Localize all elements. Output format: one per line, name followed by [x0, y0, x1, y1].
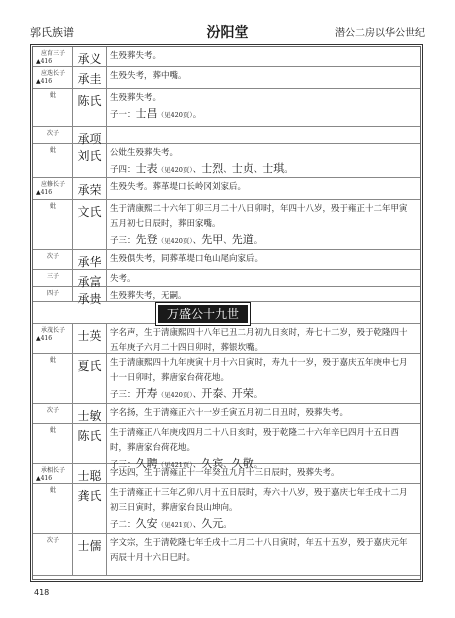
- person-name: 承义: [73, 47, 107, 66]
- relation-label: 妣: [49, 203, 56, 210]
- genealogy-row: [33, 89, 420, 127]
- genealogy-row: [33, 424, 420, 470]
- child-page-ref: （见420页）: [157, 166, 193, 174]
- children-tail: 。: [253, 460, 263, 470]
- child-name: 久宾: [201, 457, 224, 470]
- person-name: 承圭: [73, 67, 107, 88]
- branch-title: 潜公二房以华公世纪: [335, 28, 425, 39]
- genealogy-row: [33, 534, 420, 576]
- relation-cell: [33, 144, 73, 177]
- relation-label: 四子: [46, 290, 59, 297]
- biography-text: [110, 180, 415, 195]
- genealogy-row: [33, 144, 420, 178]
- relation-label: 妣: [49, 92, 56, 99]
- child-separator: 、: [192, 165, 202, 175]
- relation-label: 次子: [46, 407, 59, 414]
- children-label: 子一：: [110, 110, 136, 120]
- biography-body: 字达四，生于清雍正十一年癸丑九月十三日辰时，殁葬失考。: [110, 468, 340, 478]
- genealogy-row: [33, 250, 420, 270]
- relation-cell: [33, 67, 73, 88]
- child-separator: 、: [192, 236, 202, 246]
- biography-body: 公妣生殁葬失考。: [110, 148, 179, 158]
- child-name: 先道: [231, 233, 254, 246]
- child-name: 久安: [135, 517, 158, 530]
- person-name: 士聪: [73, 464, 107, 483]
- relation-label: 应育三子: [40, 50, 65, 57]
- page-ref-marker: ▲416: [36, 189, 53, 196]
- children-line: [110, 232, 415, 249]
- genealogy-row: [33, 127, 420, 144]
- genealogy-row: [33, 47, 420, 67]
- child-name: 久元: [201, 517, 224, 530]
- child-separator: 、: [223, 460, 232, 470]
- person-name: 陈氏: [73, 89, 107, 126]
- relation-label: 承相长子: [40, 467, 65, 474]
- relation-cell: [33, 270, 73, 286]
- genealogy-row: [33, 178, 420, 200]
- biography-text: [110, 202, 415, 249]
- biography-text: [110, 356, 415, 403]
- children-tail: 。: [192, 110, 202, 120]
- children-line: [110, 516, 415, 533]
- person-name: 士敏: [73, 404, 107, 423]
- relation-cell: [33, 287, 73, 301]
- children-label: 子三：: [110, 390, 136, 400]
- person-name: 承华: [73, 250, 107, 269]
- child-separator: 、: [253, 165, 263, 175]
- biography-body: 生殁失考。葬革堤口长岭冈刘家后。: [110, 182, 247, 192]
- biography-text: [110, 69, 415, 84]
- person-name: 夏氏: [73, 354, 107, 403]
- relation-cell: [33, 250, 73, 269]
- page-ref-marker: ▲416: [36, 335, 53, 342]
- children-line: [110, 386, 415, 403]
- relation-cell: [33, 47, 73, 66]
- child-name: 开泰: [201, 387, 224, 400]
- biography-body: 字名扬，生于清雍正六十一岁壬寅五月初二日丑时，殁葬失考。: [110, 408, 349, 418]
- person-name: 文氏: [73, 200, 107, 249]
- person-name: 承富: [73, 270, 107, 286]
- page-number: 418: [34, 588, 50, 597]
- children-label: 子三：: [110, 236, 136, 246]
- relation-cell: [33, 424, 73, 463]
- relation-cell: [33, 404, 73, 423]
- biography-body: 字名声，生于清康熙四十八年已丑二月初九日亥时，寿七十二岁，殁于乾隆四十五年庚子六月二十四日卯时，葬银坎嘴。: [110, 328, 408, 353]
- children-line: [110, 106, 415, 123]
- genealogy-row: [33, 354, 420, 404]
- relation-label: 妣: [49, 427, 56, 434]
- children-label: 子四：: [110, 165, 136, 175]
- relation-cell: [33, 178, 73, 199]
- relation-label: 三子: [46, 273, 59, 280]
- relation-cell: [33, 127, 73, 143]
- page-ref-marker: ▲416: [36, 58, 53, 65]
- relation-label: 妣: [49, 357, 56, 364]
- hall-name: 汾阳堂: [206, 25, 249, 41]
- children-tail: 。: [284, 165, 293, 175]
- child-name: 士琪: [262, 162, 285, 175]
- biography-text: [110, 406, 415, 421]
- child-separator: 、: [192, 390, 202, 400]
- person-name: 士儒: [73, 534, 107, 575]
- child-page-ref: （见420页）: [157, 111, 193, 119]
- biography-body: 生殁俱失考，同葬革堤口龟山尾向家后。: [110, 254, 264, 264]
- person-name: 陈氏: [73, 424, 107, 463]
- person-name: 承项: [73, 127, 107, 143]
- biography-body: 字文宗，生于清乾隆七年壬戌十二月二十八日寅时，年五十五岁，殁于嘉庆元年丙辰十月十六日巳时。: [110, 538, 408, 563]
- person-name: 龚氏: [73, 484, 107, 533]
- page-header: [30, 22, 425, 44]
- biography-body: 生殁葬失考。: [110, 93, 162, 103]
- child-page-ref: （见421页）: [157, 461, 193, 469]
- biography-body: 生殁葬失考，无嗣。: [110, 291, 187, 301]
- child-separator: 、: [223, 390, 232, 400]
- child-separator: 、: [192, 460, 202, 470]
- child-page-ref: （见421页）: [157, 521, 193, 529]
- relation-label: 应迭长子: [40, 70, 65, 77]
- biography-text: [110, 326, 415, 356]
- child-name: 士表: [135, 162, 158, 175]
- person-name: 刘氏: [73, 144, 107, 177]
- relation-label: 承茂长子: [40, 327, 65, 334]
- book-title: 郭氏族谱: [30, 26, 74, 39]
- genealogy-row: [33, 270, 420, 287]
- genealogy-row: [33, 464, 420, 484]
- child-name: 先甲: [201, 233, 224, 246]
- child-name: 士烈: [201, 162, 224, 175]
- child-name: 久敬: [231, 457, 254, 470]
- section-title: 万盛公十九世: [156, 303, 250, 325]
- genealogy-row: [33, 287, 420, 306]
- biography-text: [110, 486, 415, 533]
- biography-text: [110, 49, 415, 64]
- biography-text: [110, 252, 415, 267]
- relation-label: 应修长子: [40, 181, 65, 188]
- relation-cell: [33, 484, 73, 533]
- children-line: [110, 161, 415, 178]
- child-name: 先登: [135, 233, 158, 246]
- genealogy-row: [33, 200, 420, 250]
- relation-label: 次子: [46, 130, 59, 137]
- genealogy-row: [33, 67, 420, 89]
- genealogy-row: [33, 484, 420, 534]
- relation-label: 妣: [49, 147, 56, 154]
- biography-body: 生于清康熙四十九年庚寅十月十六日寅时，寿九十一岁，殁于嘉庆五年庚申七月十一日卯时，葬唐家台荷花地。: [110, 358, 408, 383]
- person-name: 承荣: [73, 178, 107, 199]
- child-page-ref: （见420页）: [157, 237, 193, 245]
- biography-body: 失考。: [110, 274, 136, 284]
- relation-label: 妣: [49, 487, 56, 494]
- child-name: 士贞: [231, 162, 254, 175]
- relation-label: 次子: [46, 537, 59, 544]
- biography-text: [110, 91, 415, 123]
- biography-body: 生于清雍正八年庚戌四月二十八日亥时，殁于乾隆二十六年辛巳四月十五日酉时，葬唐家台荷花地。: [110, 428, 400, 453]
- biography-body: 生于清康熙二十六年丁卯三月二十八日卯时，年四十八岁，殁于雍正十二年甲寅五月初七日辰时，葬田家嘴。: [110, 204, 408, 229]
- person-name: 士英: [73, 324, 107, 353]
- children-tail: 。: [253, 236, 263, 246]
- biography-text: [110, 146, 415, 178]
- children-label: 子三：: [110, 460, 136, 470]
- relation-cell: [33, 324, 73, 353]
- biography-text: [110, 536, 415, 566]
- biography-body: 生殁葬失考。: [110, 51, 162, 61]
- relation-cell: [33, 354, 73, 403]
- child-separator: 、: [223, 236, 232, 246]
- genealogy-row: [33, 404, 420, 424]
- child-separator: 、: [192, 520, 202, 530]
- child-name: 开寿: [135, 387, 158, 400]
- children-tail: 。: [253, 390, 263, 400]
- page-ref-marker: ▲416: [36, 78, 53, 85]
- children-label: 子二：: [110, 520, 136, 530]
- child-separator: 、: [223, 165, 232, 175]
- biography-body: 生殁失考，葬中嘴。: [110, 71, 187, 81]
- relation-cell: [33, 200, 73, 249]
- biography-body: 生于清雍正十三年乙卯八月十五日辰时，寿六十八岁，殁于嘉庆七年壬戌十二月初三日寅时，葬唐家台艮山坤向。: [110, 488, 408, 513]
- relation-cell: [33, 534, 73, 575]
- biography-text: [110, 272, 415, 287]
- child-name: 开荣: [231, 387, 254, 400]
- genealogy-row: [33, 324, 420, 354]
- relation-cell: [33, 89, 73, 126]
- page-ref-marker: ▲416: [36, 475, 53, 482]
- children-tail: 。: [223, 520, 232, 530]
- child-name: 久聘: [135, 457, 158, 470]
- relation-label: 次子: [46, 253, 59, 260]
- child-name: 士昌: [135, 107, 158, 120]
- child-page-ref: （见420页）: [157, 391, 193, 399]
- biography-text: [110, 466, 415, 481]
- relation-cell: [33, 464, 73, 483]
- person-name: 承贵: [73, 287, 107, 301]
